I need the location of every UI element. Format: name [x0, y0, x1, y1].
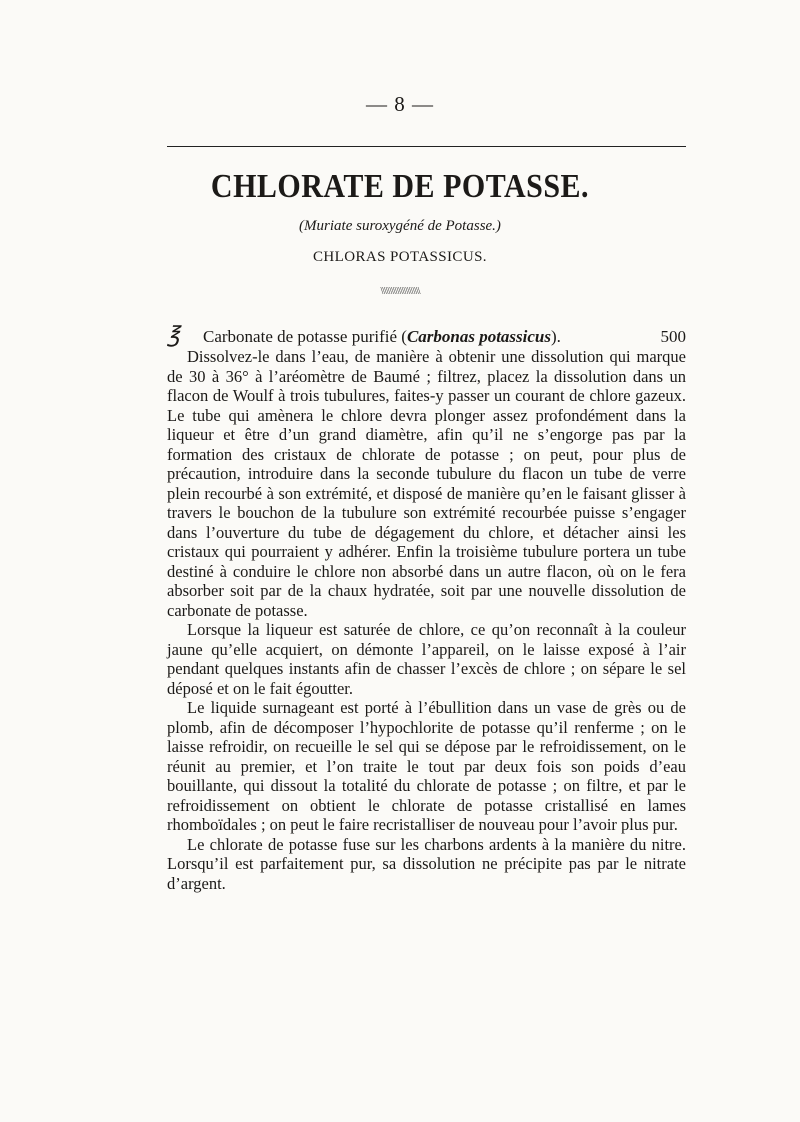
recipe-line	[167, 322, 686, 348]
paragraph: Le liquide surnageant est porté à l’ébullition dans un vase de grès ou de plomb, afin de décomposer l’hypochlorite de potasse qu’il renferme ; on le laisse refroidir, on recueille le sel qui se dépose par le refroidissement, on le réunit au premier, et l’on traite le tout par deux fois son poids d’eau bouillante, qui dissout la totalité du chlorate de potasse ; on filtre, et par le refroidissement on obtient le chlorate de potasse cristallisé en lames rhomboïdales ; on peut le faire recristalliser de nouveau pour l’avoir plus pur.	[167, 698, 686, 834]
page-title: CHLORATE DE POTASSE.	[210, 167, 590, 205]
body-text	[167, 347, 686, 893]
paragraph: Le chlorate de potasse fuse sur les charbons ardents à la manière du nitre. Lorsqu’il est parfaitement pur, sa dissolution ne précipite pas par le nitrate d’argent.	[167, 834, 686, 893]
page-number: — 8 —	[366, 92, 434, 116]
ingredient-prefix: Carbonate de potasse purifié (	[203, 327, 407, 346]
ingredient-suffix: ).	[551, 327, 561, 346]
recipe-ingredient	[203, 327, 636, 347]
subtitle: (Muriate suroxygéné de Potasse.)	[299, 218, 501, 234]
latin-name: CHLORAS POTASSICUS.	[313, 249, 487, 265]
ornament-divider: \\\\\\\\\\\\\\\\\\\\\\	[380, 286, 420, 297]
paragraph: Dissolvez-le dans l’eau, de manière à obtenir une dissolution qui marque de 30 à 36° à l’aréomètre de Baumé ; filtrez, placez la dissolution dans un flacon de Woulf à trois tubulures, faites-y passer un courant de chlore gazeux. Le tube qui amènera le chlore devra plonger assez profondément dans la liqueur et être d’un grand diamètre, afin qu’il ne s’engorge pas par la formation des cristaux de chlorate de potasse ; on peut, pour plus de précaution, introduire dans la seconde tubulure du flacon un tube de verre plein recourbé à son extrémité, et disposé de manière qu’en le faisant glisser à travers le bouchon de la tubulure son extrémité recourbée puisse s’engager dans l’ouverture du tube de dégagement du chlore, et détacher ainsi les cristaux qui pourraient y adhérer. Enfin la troisième tubulure portera un tube destiné à conduire le chlore non absorbé dans un autre flacon, où on le fera absorber soit par de la chaux hydratée, soit par une nouvelle dissolution de carbonate de potasse.	[167, 347, 686, 620]
ingredient-latin: Carbonas potassicus	[406, 327, 552, 346]
paragraph: Lorsque la liqueur est saturée de chlore, ce qu’on reconnaît à la couleur jaune qu’elle acquiert, on démonte l’appareil, on le laisse exposé à l’air pendant quelques instants afin de chasser l’excès de chlore ; on sépare le sel déposé et on le fait égoutter.	[167, 620, 686, 698]
recipe-amount: 500	[660, 327, 686, 346]
header-rule	[167, 146, 686, 147]
ounce-symbol-icon: ℥	[167, 322, 180, 347]
